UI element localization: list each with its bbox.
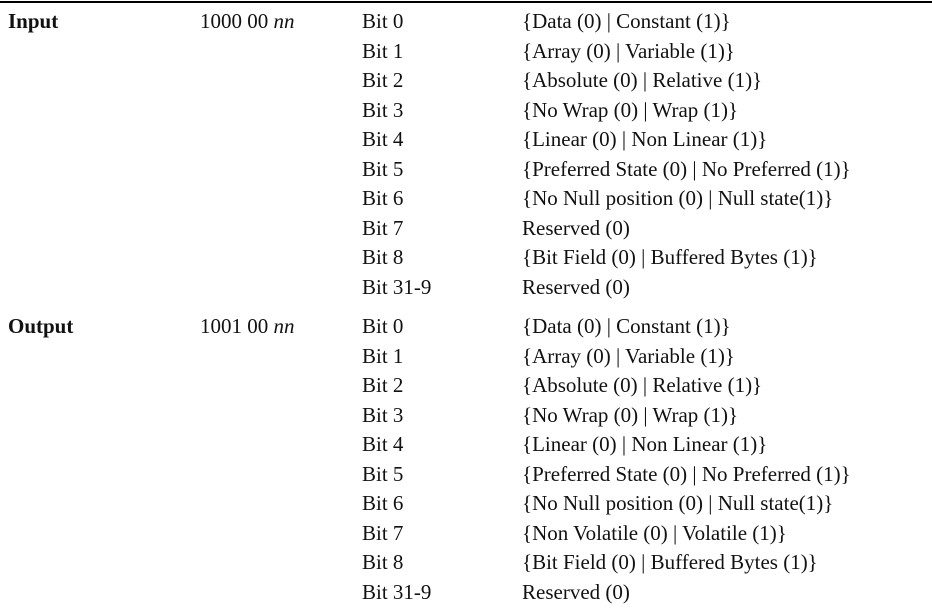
bit-description: {Data (0) | Constant (1)} [522,314,731,338]
table-row [0,243,932,273]
table-row [0,371,932,401]
bit-description: {No Null position (0) | Null state(1)} [522,186,834,210]
code-prefix: 1001 00 [200,314,269,338]
bit-description: Reserved (0) [522,579,630,604]
table-row [0,342,932,372]
table-row [0,460,932,490]
bit-label: Bit 4 [362,432,404,456]
code-suffix: nn [273,314,295,338]
bit-description: {Array (0) | Variable (1)} [522,343,735,368]
table-row [0,273,932,303]
table-row [0,430,932,460]
table-row [0,7,932,37]
top-rule [0,1,932,3]
bit-label: Bit 1 [362,343,404,368]
table-row [0,401,932,431]
item-code [200,312,295,342]
bit-label: Bit 5 [362,461,404,486]
bit-label: Bit 0 [362,314,404,338]
table-row [0,155,932,185]
bit-label: Bit 2 [362,373,404,397]
bit-description: {No Null position (0) | Null state(1)} [522,491,834,515]
bit-description: {Absolute (0) | Relative (1)} [522,68,763,92]
bit-label: Bit 6 [362,186,404,210]
table-row [0,489,932,519]
table-row [0,548,932,578]
bit-label: Bit 8 [362,550,404,574]
bit-description: {Preferred State (0) | No Preferred (1)} [522,461,851,486]
bit-description: {Linear (0) | Non Linear (1)} [522,432,768,456]
bit-description: {Bit Field (0) | Buffered Bytes (1)} [522,245,818,269]
table-row [0,519,932,549]
bit-label: Bit 0 [362,9,404,33]
bit-description: {Array (0) | Variable (1)} [522,38,735,63]
table-row [0,37,932,67]
bit-description: {Absolute (0) | Relative (1)} [522,373,763,397]
item-code [200,7,295,37]
bit-definition-table [0,7,932,607]
bit-description: Reserved (0) [522,274,630,299]
table-row [0,66,932,96]
bit-label: Bit 6 [362,491,404,515]
bit-label: Bit 2 [362,68,404,92]
bit-label: Bit 1 [362,38,404,63]
bit-description: {Data (0) | Constant (1)} [522,9,731,33]
table-row [0,578,932,608]
bit-label: Bit 3 [362,97,404,122]
table-row [0,125,932,155]
bit-description: {Bit Field (0) | Buffered Bytes (1)} [522,550,818,574]
bit-label: Bit 8 [362,245,404,269]
bit-description: Reserved (0) [522,215,630,240]
table-row [0,96,932,126]
output-group [0,312,932,607]
bit-description: {Linear (0) | Non Linear (1)} [522,127,768,151]
bit-description: {Non Volatile (0) | Volatile (1)} [522,520,787,545]
table-row [0,214,932,244]
table-row [0,184,932,214]
code-prefix: 1000 00 [200,9,269,33]
bit-description: {No Wrap (0) | Wrap (1)} [522,97,739,122]
bit-label: Bit 4 [362,127,404,151]
bit-description: {No Wrap (0) | Wrap (1)} [522,402,739,427]
bit-label: Bit 7 [362,520,404,545]
code-suffix: nn [273,9,295,33]
bit-label: Bit 31-9 [362,579,432,604]
item-label: Output [8,314,74,338]
item-label: Input [8,9,59,33]
bit-label: Bit 31-9 [362,274,432,299]
input-group [0,7,932,302]
bit-label: Bit 3 [362,402,404,427]
bit-label: Bit 5 [362,156,404,181]
bit-label: Bit 7 [362,215,404,240]
bit-description: {Preferred State (0) | No Preferred (1)} [522,156,851,181]
table-row [0,312,932,342]
